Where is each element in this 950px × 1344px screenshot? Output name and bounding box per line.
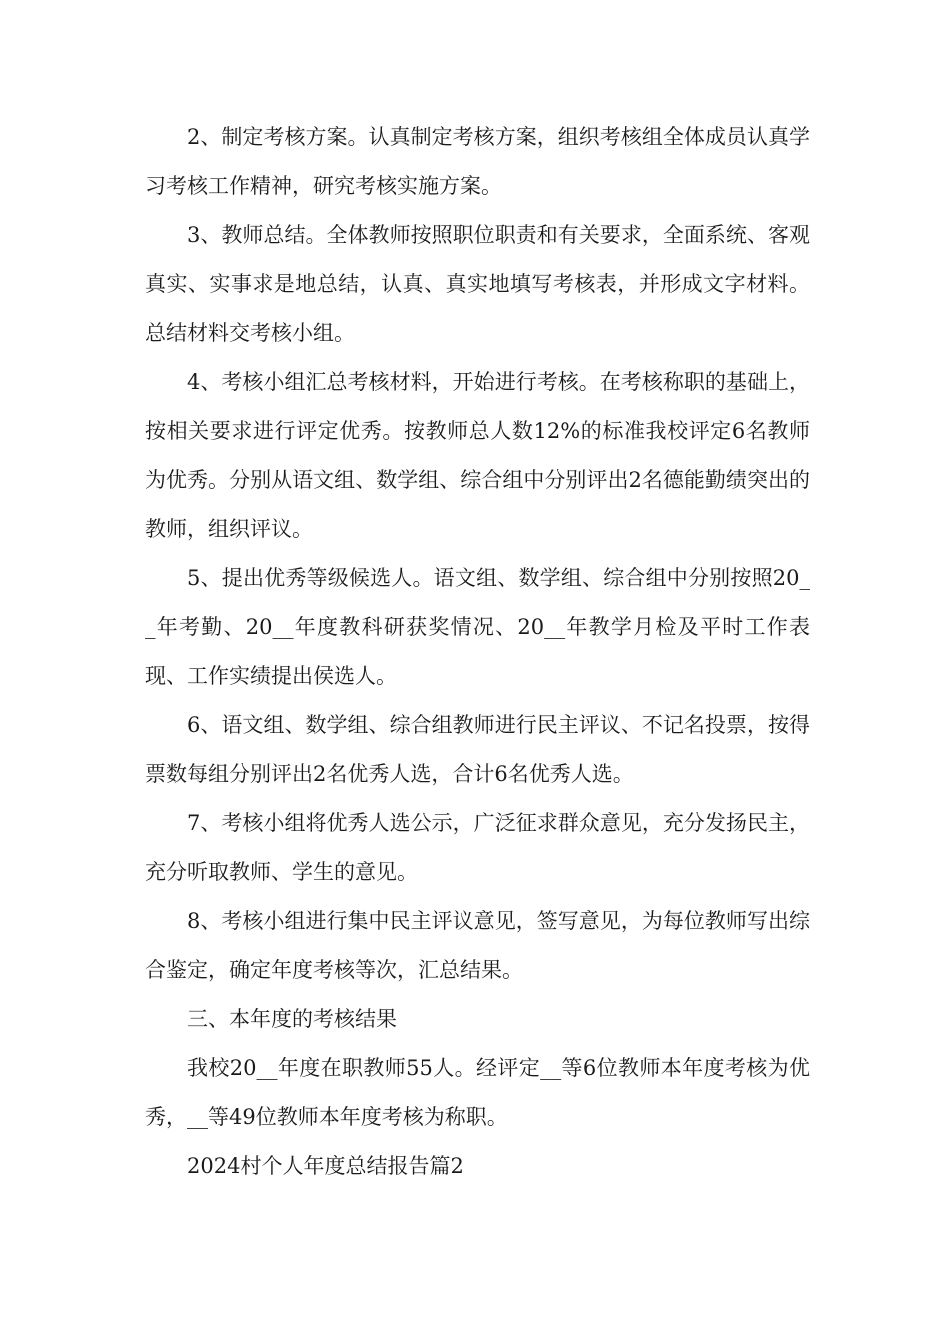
paragraph-results: 我校20__年度在职教师55人。经评定__等6位教师本年度考核为优秀，__等49位教师本年度考核为称职。 bbox=[145, 1056, 810, 1129]
article-title-part-2: 2024村个人年度总结报告篇2 bbox=[187, 1154, 464, 1178]
paragraph-step-8: 8、考核小组进行集中民主评议意见，签写意见，为每位教师写出综合鉴定，确定年度考核等次，汇总结果。 bbox=[145, 909, 810, 982]
section-heading-results: 三、本年度的考核结果 bbox=[187, 1007, 397, 1031]
paragraph-step-4: 4、考核小组汇总考核材料，开始进行考核。在考核称职的基础上，按相关要求进行评定优秀。按教师总人数12%的标准我校评定6名教师为优秀。分别从语文组、数学组、综合组中分别评出2名德能勤绩突出的教师，组织评议。 bbox=[145, 370, 810, 541]
paragraph-step-2: 2、制定考核方案。认真制定考核方案，组织考核组全体成员认真学习考核工作精神，研究考核实施方案。 bbox=[145, 125, 810, 198]
paragraph-step-6: 6、语文组、数学组、综合组教师进行民主评议、不记名投票，按得票数每组分别评出2名优秀人选，合计6名优秀人选。 bbox=[145, 713, 810, 786]
paragraph-step-7: 7、考核小组将优秀人选公示，广泛征求群众意见，充分发扬民主，充分听取教师、学生的意见。 bbox=[145, 811, 810, 884]
paragraph-step-3: 3、教师总结。全体教师按照职位职责和有关要求，全面系统、客观真实、实事求是地总结，认真、真实地填写考核表，并形成文字材料。总结材料交考核小组。 bbox=[145, 223, 810, 345]
document-body bbox=[145, 113, 810, 1191]
paragraph-step-5: 5、提出优秀等级候选人。语文组、数学组、综合组中分别按照20__年考勤、20__年度教科研获奖情况、20__年教学月检及平时工作表现、工作实绩提出侯选人。 bbox=[145, 566, 810, 688]
